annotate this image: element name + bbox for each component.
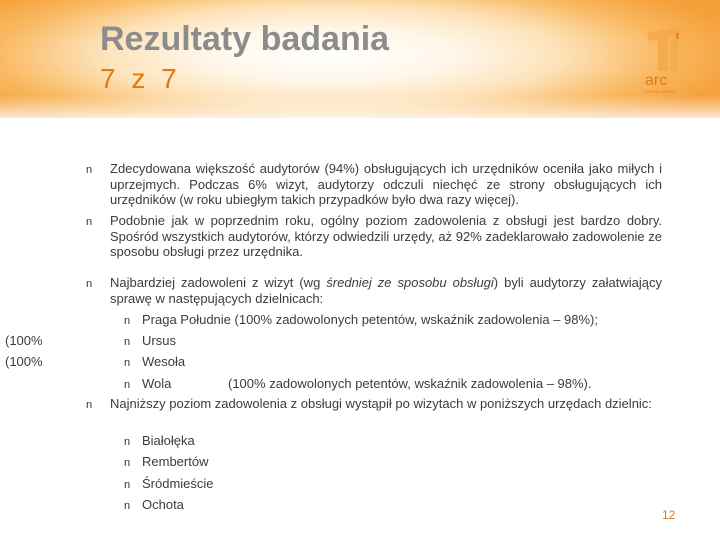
logo-text: arc: [645, 72, 668, 89]
sub-bullet-text: Śródmieście: [142, 476, 214, 491]
bullet-text: Najniższy poziom zadowolenia z obsługi wystąpił po wizytach w poniższych urzędach dzielnic:: [110, 396, 652, 411]
bullet-marker: n: [86, 164, 93, 176]
sub-bullet-marker: n: [124, 500, 131, 512]
sub-bullet-marker: n: [124, 436, 131, 448]
wola-detail: (100% zadowolonych petentów, wskaźnik zadowolenia – 98%).: [228, 376, 592, 391]
slide-subtitle: 7 z 7: [100, 63, 181, 94]
sub-bullet-text: Ursus: [142, 333, 176, 348]
sub-bullet-marker: n: [124, 479, 131, 491]
sub-bullet-text: Białołęka: [142, 433, 195, 448]
bullet-text: Najbardziej zadowoleni z wizyt (wg średniej ze sposobu obsługi) byli audytorzy załatwiający sprawę w następujących dzielnicach:: [110, 275, 662, 306]
logo-subtext: RYNEK I OPINIA: [645, 89, 676, 94]
slide-title: Rezultaty badania: [100, 20, 390, 58]
sub-bullet-text: Wesoła: [142, 354, 186, 369]
bullet-text: Podobnie jak w poprzednim roku, ogólny poziom zadowolenia z obsługi jest bardzo dobry. Spośród wszystkich audytorów, którzy odwiedzili urzędy, aż 92% zadeklarowało zadowolenie ze sposobu obsługi przez urzędnika.: [110, 213, 662, 259]
sub-bullet-text: Praga Południe (100% zadowolonych petentów, wskaźnik zadowolenia – 98%);: [142, 312, 599, 327]
bullet-marker: n: [86, 399, 93, 411]
sub-bullet-marker: n: [124, 315, 131, 327]
arc-logo: [640, 25, 700, 95]
bullet-text: Zdecydowana większość audytorów (94%) obsługujących ich urzędników oceniła jako miłych i uprzejmych. Podczas 6% wizyt, audytorzy odczuli niechęć ze strony obsługujących ich urzędników (w roku ubiegłym takich przypadków było dwa razy więcej).: [110, 161, 662, 207]
bullet-marker: n: [86, 278, 93, 290]
sub-bullet-text: Rembertów: [142, 454, 209, 469]
sub-bullet-marker: n: [124, 379, 131, 391]
sub-bullet-marker: n: [124, 336, 131, 348]
sub-bullet-marker: n: [124, 457, 131, 469]
header-fade: [0, 95, 720, 125]
page-number: 12: [662, 508, 676, 522]
side-note: (100%: [5, 354, 43, 369]
side-note: (100%: [5, 333, 43, 348]
sub-bullet-text: Wola: [142, 376, 172, 391]
sub-bullet-marker: n: [124, 357, 131, 369]
bullet-marker: n: [86, 216, 93, 228]
sub-bullet-text: Ochota: [142, 497, 184, 512]
